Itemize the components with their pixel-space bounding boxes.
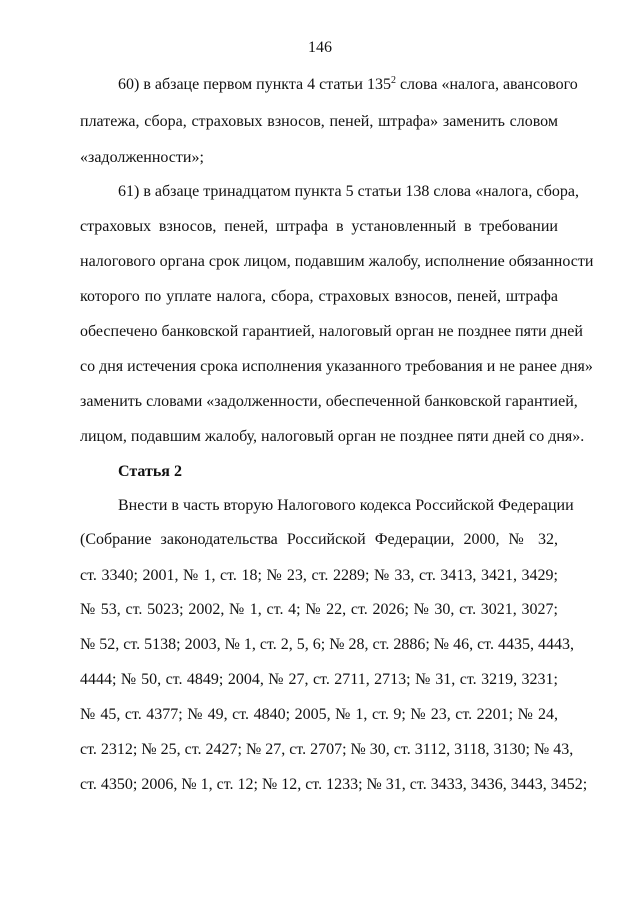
- text-line: ст. 4350; 2006, № 1, ст. 12; № 12, ст. 1233; № 31, ст. 3433, 3436, 3443, 3452;: [80, 776, 588, 793]
- text-line: обеспечено банковской гарантией, налоговый орган не позднее пяти дней: [80, 323, 583, 340]
- text-line: «задолженности»;: [80, 149, 204, 166]
- text-line: которого по уплате налога, сбора, страховых взносов, пеней, штрафа: [80, 288, 558, 305]
- text-line: 60) в абзаце первом пункта 4 статьи $135^2$ слова «налога, авансового: [118, 75, 578, 93]
- text-line: № 53, ст. 5023; 2002, № 1, ст. 4; № 22, ст. 2026; № 30, ст. 3021, 3027;: [80, 601, 558, 618]
- text-line: платежа, сбора, страховых взносов, пеней, штрафа» заменить словом: [80, 113, 558, 130]
- text-line: налогового органа срок лицом, подавшим жалобу, исполнение обязанности: [80, 253, 594, 270]
- text-line: 4444; № 50, ст. 4849; 2004, № 27, ст. 2711, 2713; № 31, ст. 3219, 3231;: [80, 671, 558, 688]
- text-line: ст. 3340; 2001, № 1, ст. 18; № 23, ст. 2289; № 33, ст. 3413, 3421, 3429;: [80, 567, 558, 584]
- text-line: лицом, подавшим жалобу, налоговый орган не позднее пяти дней со дня».: [80, 428, 585, 445]
- text-line: № 45, ст. 4377; № 49, ст. 4840; 2005, № 1, ст. 9; № 23, ст. 2201; № 24,: [80, 706, 558, 723]
- text-line: заменить словами «задолженности, обеспеченной банковской гарантией,: [80, 393, 578, 410]
- text-line: № 52, ст. 5138; 2003, № 1, ст. 2, 5, 6; № 28, ст. 2886; № 46, ст. 4435, 4443,: [80, 636, 574, 653]
- article-heading: Статья 2: [118, 463, 182, 480]
- text-line: Внести в часть вторую Налогового кодекса Российской Федерации: [118, 497, 574, 514]
- page-number: 146: [308, 39, 332, 56]
- text-line: 61) в абзаце тринадцатом пункта 5 статьи 138 слова «налога, сбора,: [118, 183, 579, 200]
- text-line: (Собрание законодательства Российской Федерации, 2000, № 32,: [80, 531, 558, 548]
- text-line: ст. 2312; № 25, ст. 2427; № 27, ст. 2707; № 30, ст. 3112, 3118, 3130; № 43,: [80, 741, 574, 758]
- superscript: 2: [390, 75, 396, 86]
- text-line: со дня истечения срока исполнения указанного требования и не ранее дня»: [80, 358, 593, 375]
- text-line: страховых взносов, пеней, штрафа в установленный в требовании: [80, 218, 558, 235]
